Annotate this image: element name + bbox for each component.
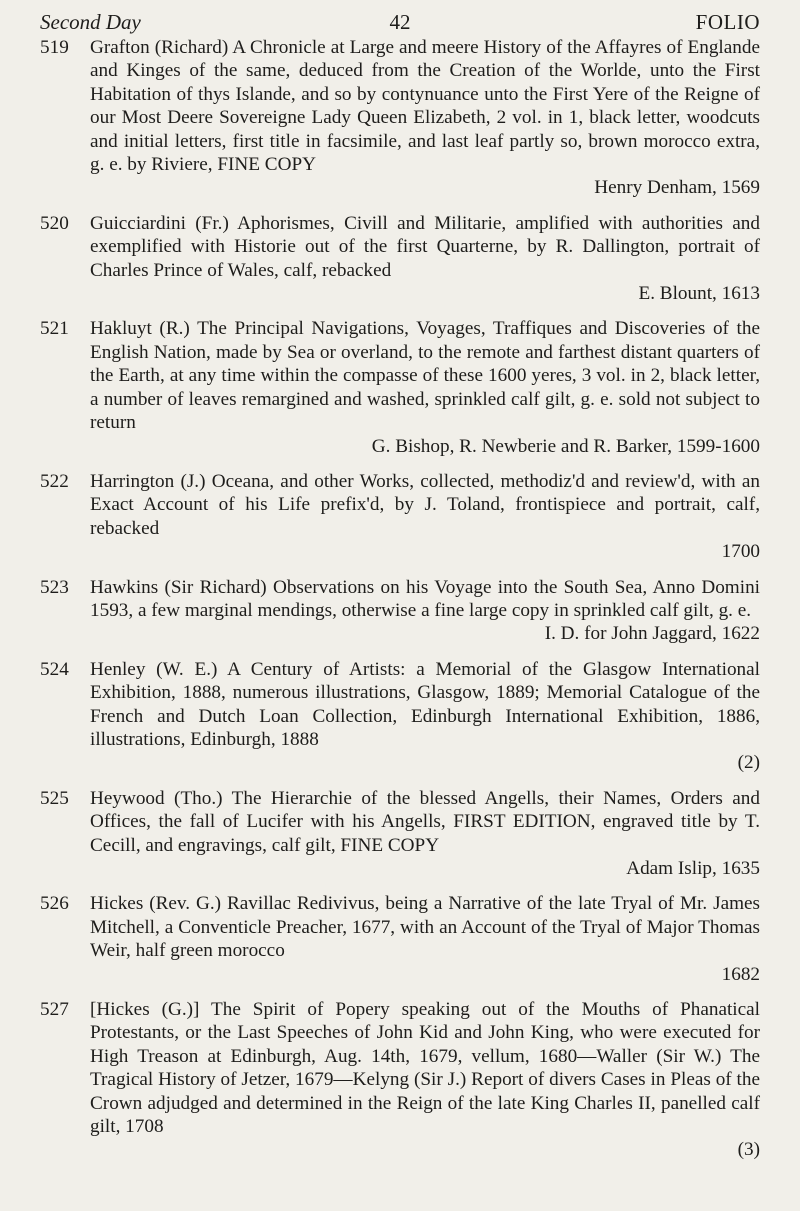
lot-519: [40, 36, 760, 200]
lot-imprint: E. Blount, 1613: [638, 283, 760, 305]
lot-520: [40, 212, 760, 306]
page-number: 42: [389, 10, 411, 34]
lot-imprint: I. D. for John Jaggard, 1622: [544, 623, 760, 645]
lot-imprint: (3): [737, 1139, 760, 1161]
lot-524: [40, 658, 760, 775]
lot-527: [40, 998, 760, 1162]
lot-number: 521: [40, 318, 69, 340]
lot-imprint: Adam Islip, 1635: [626, 858, 760, 879]
lot-number: 520: [40, 212, 69, 234]
lot-description: Hakluyt (R.) The Principal Navigations, Voyages, Traffiques and Discoveries of the English Nation, made by Sea or overland, to the remote and farthest distant quarters of the Earth, at any time within the compasse of these 1600 yeres, 3 vol. in 2, black letter, a number of leaves remargined and washed, sprinkled calf gilt, g. e. sold not subject to return: [90, 318, 760, 434]
lot-description: [Hickes (G.)] The Spirit of Popery speaking out of the Mouths of Phanatical Protestants, or the Last Speeches of John Kid and John King, who were executed for High Treason at Edinburgh, Aug. 14th, 1679, vellum, 1680—Waller (Sir W.) The Tragical History of Jetzer, 1679—Kelyng (Sir J.) Report of divers Cases in Pleas of the Crown adjudged and determined in the Reign of the late King Charles II, panelled calf gilt, 1708: [90, 999, 760, 1138]
lot-imprint: 1700: [721, 541, 760, 563]
lot-imprint: 1682: [721, 963, 760, 985]
lot-number: 527: [40, 999, 69, 1021]
lot-description: Heywood (Tho.) The Hierarchie of the blessed Angells, their Names, Orders and Offices, the fall of Lucifer with his Angells, FIRST EDITION, engraved title by T. Cecill, and engravings, calf gilt, FINE COPY: [90, 787, 760, 856]
lot-description: Hickes (Rev. G.) Ravillac Redivivus, being a Narrative of the late Tryal of Mr. James Mitchell, a Conventicle Preacher, 1677, with an Account of the Tryal of Major Thomas Weir, half green morocco: [90, 893, 760, 962]
lot-list: [40, 36, 760, 1174]
lot-number: 524: [40, 658, 69, 680]
format-label: FOLIO: [695, 10, 760, 34]
lot-imprint: Henry Denham, 1569: [594, 177, 760, 199]
lot-number: 526: [40, 893, 69, 915]
lot-number: 523: [40, 576, 69, 598]
lot-description: Henley (W. E.) A Century of Artists: a Memorial of the Glasgow International Exhibition, 1888, numerous illustrations, Glasgow, 1889; Memorial Catalogue of the French and Dutch Loan Collection, Edinburgh International Exhibition, 1886, illustrations, Edinburgh, 1888: [90, 658, 760, 750]
lot-imprint: (2): [737, 752, 760, 774]
lot-description: Harrington (J.) Oceana, and other Works, collected, methodiz'd and review'd, with an Exact Account of his Life prefix'd, by J. Toland, frontispiece and portrait, calf, rebacked: [90, 470, 760, 539]
lot-521: [40, 317, 760, 457]
lot-number: 519: [40, 37, 69, 58]
lot-description: Hawkins (Sir Richard) Observations on his Voyage into the South Sea, Anno Domini 1593, a few marginal mendings, otherwise a fine large copy in sprinkled calf gilt, g. e.: [90, 576, 760, 621]
lot-description: Grafton (Richard) A Chronicle at Large and meere History of the Affayres of Englande and Kinges of the same, deduced from the Creation of the Worlde, unto the First Habitation of thys Islande, and so by contynuance unto the First Yere of the Reigne of our Most Deere Sovereigne Lady Queen Elizabeth, 2 vol. in 1, black letter, woodcuts and initial letters, first title in facsimile, and last leaf partly so, brown morocco extra, g. e. by Riviere, FINE COPY: [90, 37, 760, 176]
lot-523: [40, 576, 760, 646]
lot-imprint: G. Bishop, R. Newberie and R. Barker, 1599-1600: [371, 435, 760, 457]
sale-day-title: Second Day: [40, 10, 141, 34]
lot-525: [40, 787, 760, 881]
lot-526: [40, 892, 760, 986]
lot-522: [40, 470, 760, 564]
lot-number: 525: [40, 787, 69, 809]
lot-number: 522: [40, 470, 69, 492]
lot-description: Guicciardini (Fr.) Aphorismes, Civill and Militarie, amplified with authorities and exemplified with Historie out of the first Quarterne, by R. Dallington, portrait of Charles Prince of Wales, calf, rebacked: [90, 212, 760, 281]
